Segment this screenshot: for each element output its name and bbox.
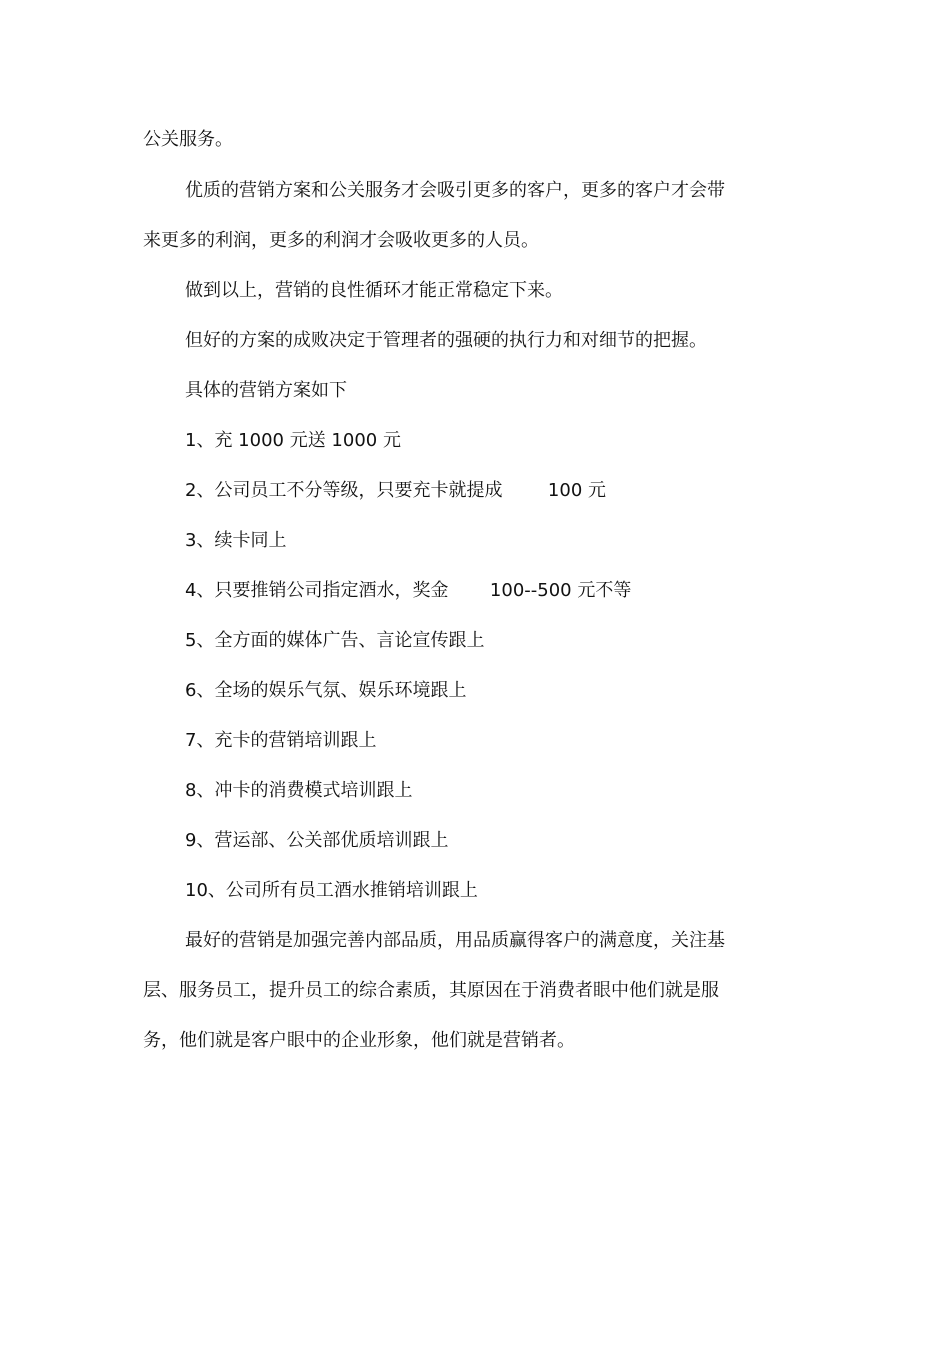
list-item — [185, 479, 606, 503]
list-item: 9、营运部、公关部优质培训跟上 — [185, 830, 449, 851]
paragraph-line: 做到以上，营销的良性循环才能正常稳定下来。 — [185, 280, 563, 301]
paragraph-line: 务，他们就是客户眼中的企业形象，他们就是营销者。 — [143, 1030, 575, 1051]
paragraph-line: 最好的营销是加强完善内部品质，用品质赢得客户的满意度，关注基 — [185, 930, 725, 951]
list-item-amount: 100--500 元不等 — [489, 580, 632, 601]
paragraph-line: 来更多的利润，更多的利润才会吸收更多的人员。 — [143, 230, 539, 251]
paragraph-line: 具体的营销方案如下 — [185, 380, 347, 401]
list-item — [185, 579, 631, 603]
list-item: 3、续卡同上 — [185, 530, 287, 551]
paragraph-line: 但好的方案的成败决定于管理者的强硬的执行力和对细节的把握。 — [185, 330, 707, 351]
paragraph-line: 公关服务。 — [143, 129, 233, 150]
paragraph-line: 层、服务员工，提升员工的综合素质，其原因在于消费者眼中他们就是服 — [143, 980, 719, 1001]
list-item: 7、充卡的营销培训跟上 — [185, 730, 377, 751]
list-item-amount: 100 元 — [547, 480, 606, 501]
list-item: 6、全场的娱乐气氛、娱乐环境跟上 — [185, 680, 467, 701]
list-item: 8、冲卡的消费模式培训跟上 — [185, 780, 413, 801]
paragraph-line: 优质的营销方案和公关服务才会吸引更多的客户，更多的客户才会带 — [185, 180, 725, 201]
list-item: 1、充 1000 元送 1000 元 — [185, 430, 401, 451]
list-item-text: 4、只要推销公司指定酒水，奖金 — [185, 580, 449, 601]
list-item: 10、公司所有员工酒水推销培训跟上 — [185, 880, 478, 901]
list-item-text: 2、公司员工不分等级，只要充卡就提成 — [185, 480, 503, 501]
list-item: 5、全方面的媒体广告、言论宣传跟上 — [185, 630, 485, 651]
